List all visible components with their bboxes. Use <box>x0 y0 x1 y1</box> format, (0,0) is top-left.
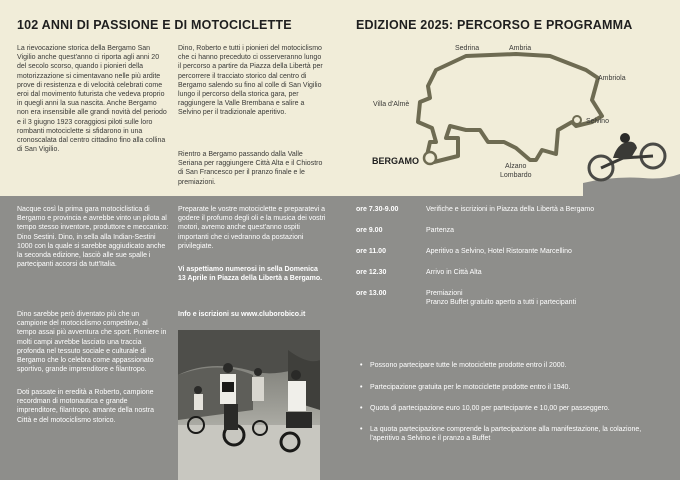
schedule-desc: Pranzo Buffet gratuito aperto a tutti i partecipanti <box>426 299 577 306</box>
invite-paragraph: Vi aspettiamo numerosi in sella Domenica 13 Aprile in Piazza della Libertà a Bergamo. <box>178 266 323 283</box>
bullet-item <box>360 425 660 443</box>
bullet-text: Partecipazione gratuita per le motociclette prodotte entro il 1940. <box>370 384 571 391</box>
bullet-dot-icon: • <box>360 426 363 433</box>
intro-paragraph: La rievocazione storica della Bergamo San Vigilio anche quest'anno ci riporta agli anni 20 del secolo scorso, quando i pionieri della motorizzazione si cimentavano nelle più ardite prove di resistenza e di velocità celebrati come eroi dal movimento futurista che vedeva proprio in quegli anni la sua nascita. Anche Bergamo non era insensibile alle grandi novità del periodo e il 3 giugno 1923 coraggiosi piloti sulle loro rombanti motociclette si sfidarono in una cronoscalata dal centro cittadino fino alla collina di San Vigilio. <box>17 45 167 154</box>
roberto-paragraph: Doti passate in eredità a Roberto, campione recordman di motonautica e grande imprenditore, filantropo, amante della nostra Città e del motociclismo storico. <box>17 389 154 424</box>
schedule-desc: Aperitivo a Selvino, Hotel Ristorante Marcellino <box>426 248 572 255</box>
map-label-sedrina: Sedrina <box>455 45 480 52</box>
schedule-desc: Partenza <box>426 227 455 234</box>
schedule-desc: Premiazioni <box>426 290 463 297</box>
schedule-time: ore 13.00 <box>356 290 387 297</box>
map-label-ambriola: Ambriola <box>598 75 626 82</box>
map-label-villa-dalme: Villa d'Almè <box>373 101 410 108</box>
info-link[interactable]: Info e iscrizioni su www.cluborobico.it <box>178 311 306 318</box>
dino-paragraph: Dino sarebbe però diventato più che un campione del motociclismo competitivo, al tempo assai più avventura che sport. Pioniere in molti campi avrebbe lasciato una traccia profonda nel tessuto sociale e culturale di Bergamo che lo celebra come appassionato sportivo, grande imprenditore e filantropo. <box>17 311 167 374</box>
route-paragraph: Dino, Roberto e tutti i pionieri del motociclismo che ci hanno preceduto ci osserveranno lungo il percorso a partire da Piazza della Libertà per percorrere il tracciato storico dal centro di Bergamo salendo su fino al colle di San Vigilio lungo il percorso della storica gara, per raggiungere la Valle Brembana e salire a Selvino per il tradizionale aperitivo. <box>178 45 323 117</box>
schedule-desc: Verifiche e iscrizioni in Piazza della Libertà a Bergamo <box>426 206 595 213</box>
rider-sketch-icon <box>583 128 680 196</box>
right-heading: EDIZIONE 2025: PERCORSO E PROGRAMMA <box>356 18 633 32</box>
left-heading: 102 ANNI DI PASSIONE E DI MOTOCICLETTE <box>17 18 292 32</box>
bergamo-marker <box>424 152 436 164</box>
schedule-time: ore 12.30 <box>356 269 387 276</box>
vintage-motorcycle-photo <box>178 330 320 480</box>
map-label-alzano: Alzano Lombardo <box>500 163 532 179</box>
return-paragraph: Rientro a Bergamo passando dalla Valle Seriana per raggiungere Città Alta e il Chiostro di San Francesco per il pranzo finale e le premiazioni. <box>178 151 323 186</box>
first-race-paragraph: Nacque così la prima gara motociclistica di Bergamo e provincia e avrebbe vinto un pilota al tempo stesso inventore, produttore e meccanico: Dino Sestini. Dino, in sella alla Indian-Sestini 1000 con la quale si sarebbe aggiudicato anche la seconda edizione, lasciò alle sue spalle i partecipanti accorsi da tutt'Italia. <box>17 206 169 269</box>
schedule-time: ore 11.00 <box>356 248 386 255</box>
schedule-time: ore 7.30-9.00 <box>356 206 399 213</box>
map-label-selvino: Selvino <box>586 118 609 125</box>
bullet-item <box>360 383 670 392</box>
photo-illustration <box>178 330 320 480</box>
bullet-dot-icon: • <box>360 384 363 391</box>
route-line <box>418 54 602 162</box>
bullet-dot-icon: • <box>360 405 363 412</box>
bullet-item <box>360 361 670 370</box>
bullet-text: La quota partecipazione comprende la partecipazione alla manifestazione, la colazione, l'aperitivo a Selvino e il pranzo a Buffet <box>370 426 642 443</box>
bullet-item <box>360 404 670 413</box>
selvino-marker <box>573 116 581 124</box>
map-label-bergamo: BERGAMO <box>372 156 419 166</box>
prepare-paragraph: Preparate le vostre motociclette e preparatevi a godere il profumo degli oli e la musica dei vostri motori, avremo anche quest'anno ospiti importanti che ci vedranno da postazioni privilegiate. <box>178 206 326 250</box>
schedule-desc: Arrivo in Città Alta <box>426 269 482 276</box>
schedule-time: ore 9.00 <box>356 227 383 234</box>
bullet-dot-icon: • <box>360 362 363 369</box>
bullet-text: Quota di partecipazione euro 10,00 per partecipante e 10,00 per passeggero. <box>370 405 610 412</box>
bullet-text: Possono partecipare tutte le motociclette prodotte entro il 2000. <box>370 362 567 369</box>
map-label-ambria: Ambria <box>509 45 532 52</box>
